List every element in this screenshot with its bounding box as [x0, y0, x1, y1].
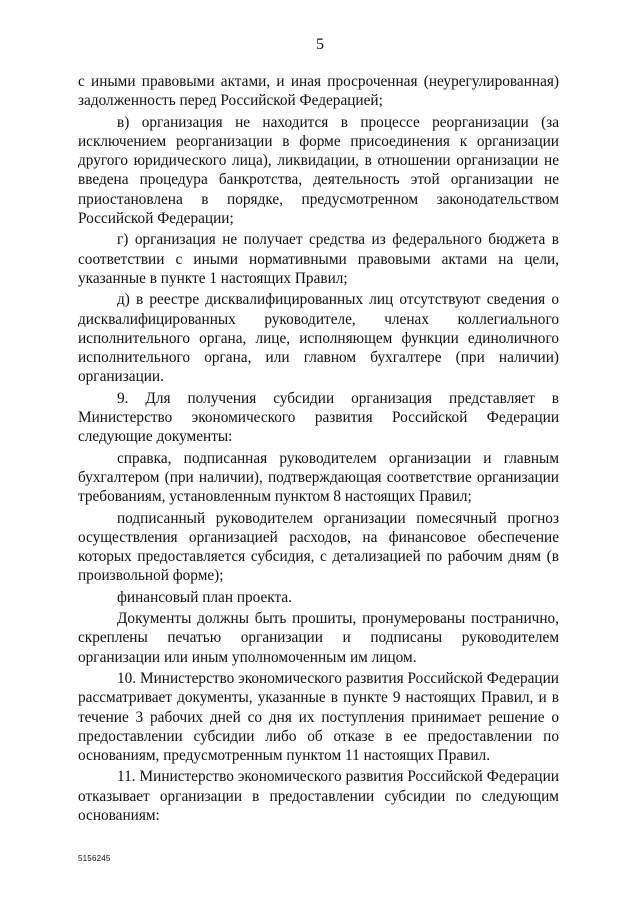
page-number: 5 [316, 36, 324, 53]
paragraph-clause-11: 11. Министерство экономического развития Российской Федерации отказывает организации в предоставлении субсидии по следующим основаниям: [78, 768, 559, 824]
document-body [78, 72, 559, 825]
document-code: 5156245 [78, 854, 111, 863]
paragraph-document-forecast: подписанный руководителем организации помесячный прогноз осуществления организацией расходов, на финансовое обеспечение которых предоставляется субсидия, с детализацией по рабочим дням (в произвольной форме); [78, 509, 559, 585]
paragraph-continuation: с иными правовыми актами, и иная просроченная (неурегулированная) задолженность перед Российской Федерацией; [78, 73, 559, 110]
paragraph-item-g: г) организация не получает средства из федерального бюджета в соответствии с иными нормативными правовыми актами на цели, указанные в пункте 1 настоящих Правил; [78, 231, 559, 287]
paragraph-item-v: в) организация не находится в процессе реорганизации (за исключением реорганизации в форме присоединения к организации другого юридического лица), ликвидации, в отношении организации не введена процедура банкротства, деятельность этой организации не приостановлена в порядке, предусмотренном законодательством Российской Федерации; [78, 113, 559, 228]
paragraph-document-plan: финансовый план проекта. [117, 588, 293, 606]
paragraph-clause-9: 9. Для получения субсидии организация представляет в Министерство экономического развития Российской Федерации следующие документы: [78, 389, 559, 446]
paragraph-item-d: д) в реестре дисквалифицированных лиц отсутствуют сведения о дисквалифицированных руководителе, членах коллегиального исполнительного органа, лице, исполняющем функции единоличного исполнительного органа, или главном бухгалтере (при наличии) организации. [78, 291, 559, 386]
paragraph-document-certificate: справка, подписанная руководителем организации и главным бухгалтером (при наличии), подтверждающая соответствие организации требованиям, установленным пунктом 8 настоящих Правил; [78, 449, 559, 506]
paragraph-documents-requirements: Документы должны быть прошиты, пронумерованы постранично, скреплены печатью организации и подписаны руководителем организации или иным уполномоченным им лицом. [78, 610, 559, 666]
paragraph-clause-10: 10. Министерство экономического развития Российской Федерации рассматривает документы, указанные в пункте 9 настоящих Правил, и в течение 3 рабочих дней со дня их поступления принимает решение о предоставлении субсидии либо об отказе в ее предоставлении по основаниям, предусмотренным пунктом 11 настоящих Правил. [78, 669, 559, 765]
